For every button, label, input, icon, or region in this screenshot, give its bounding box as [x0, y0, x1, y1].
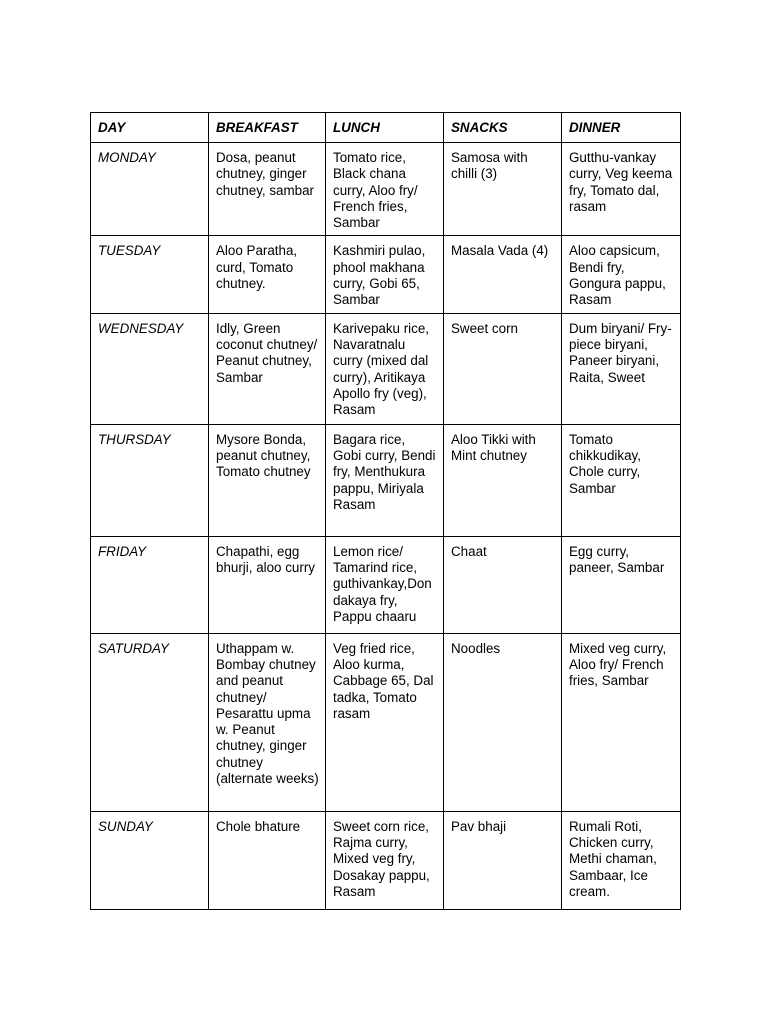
snacks-cell: Aloo Tikki with Mint chutney: [444, 424, 562, 536]
header-breakfast: BREAKFAST: [209, 113, 326, 143]
day-cell: SATURDAY: [91, 633, 209, 811]
snacks-cell: Masala Vada (4): [444, 236, 562, 313]
table-row-wednesday: [91, 313, 681, 424]
dinner-cell: Rumali Roti, Chicken curry, Methi chaman, Sambaar, Ice cream.: [562, 811, 681, 909]
table-row-thursday: [91, 424, 681, 536]
dinner-cell: Gutthu-vankay curry, Veg keema fry, Tomato dal, rasam: [562, 143, 681, 236]
snacks-cell: Samosa with chilli (3): [444, 143, 562, 236]
day-cell: SUNDAY: [91, 811, 209, 909]
header-lunch: LUNCH: [326, 113, 444, 143]
dinner-cell: Mixed veg curry, Aloo fry/ French fries, Sambar: [562, 633, 681, 811]
header-dinner: DINNER: [562, 113, 681, 143]
breakfast-cell: Dosa, peanut chutney, ginger chutney, sambar: [209, 143, 326, 236]
table-row-tuesday: [91, 236, 681, 313]
dinner-cell: Egg curry, paneer, Sambar: [562, 536, 681, 633]
lunch-cell: Tomato rice, Black chana curry, Aloo fry/ French fries, Sambar: [326, 143, 444, 236]
table-row-saturday: [91, 633, 681, 811]
dinner-cell: Tomato chikkudikay, Chole curry, Sambar: [562, 424, 681, 536]
day-cell: WEDNESDAY: [91, 313, 209, 424]
header-snacks: SNACKS: [444, 113, 562, 143]
snacks-cell: Pav bhaji: [444, 811, 562, 909]
snacks-cell: Noodles: [444, 633, 562, 811]
breakfast-cell: Chole bhature: [209, 811, 326, 909]
lunch-cell: Lemon rice/ Tamarind rice, guthivankay,Don dakaya fry, Pappu chaaru: [326, 536, 444, 633]
dinner-cell: Aloo capsicum, Bendi fry, Gongura pappu, Rasam: [562, 236, 681, 313]
snacks-cell: Chaat: [444, 536, 562, 633]
snacks-cell: Sweet corn: [444, 313, 562, 424]
breakfast-cell: Idly, Green coconut chutney/ Peanut chutney, Sambar: [209, 313, 326, 424]
lunch-cell: Karivepaku rice, Navaratnalu curry (mixed dal curry), Aritikaya Apollo fry (veg), Rasam: [326, 313, 444, 424]
day-cell: THURSDAY: [91, 424, 209, 536]
day-cell: FRIDAY: [91, 536, 209, 633]
day-cell: TUESDAY: [91, 236, 209, 313]
weekly-menu-table: [90, 112, 681, 910]
table-row-friday: [91, 536, 681, 633]
breakfast-cell: Chapathi, egg bhurji, aloo curry: [209, 536, 326, 633]
header-day: DAY: [91, 113, 209, 143]
header-row: [91, 113, 681, 143]
lunch-cell: Kashmiri pulao, phool makhana curry, Gobi 65, Sambar: [326, 236, 444, 313]
lunch-cell: Bagara rice, Gobi curry, Bendi fry, Menthukura pappu, Miriyala Rasam: [326, 424, 444, 536]
table-row-monday: [91, 143, 681, 236]
lunch-cell: Sweet corn rice, Rajma curry, Mixed veg fry, Dosakay pappu, Rasam: [326, 811, 444, 909]
day-cell: MONDAY: [91, 143, 209, 236]
lunch-cell: Veg fried rice, Aloo kurma, Cabbage 65, Dal tadka, Tomato rasam: [326, 633, 444, 811]
breakfast-cell: Aloo Paratha, curd, Tomato chutney.: [209, 236, 326, 313]
dinner-cell: Dum biryani/ Fry-piece biryani, Paneer biryani, Raita, Sweet: [562, 313, 681, 424]
breakfast-cell: Mysore Bonda, peanut chutney, Tomato chutney: [209, 424, 326, 536]
breakfast-cell: Uthappam w. Bombay chutney and peanut chutney/ Pesarattu upma w. Peanut chutney, ginger chutney (alternate weeks): [209, 633, 326, 811]
table-row-sunday: [91, 811, 681, 909]
